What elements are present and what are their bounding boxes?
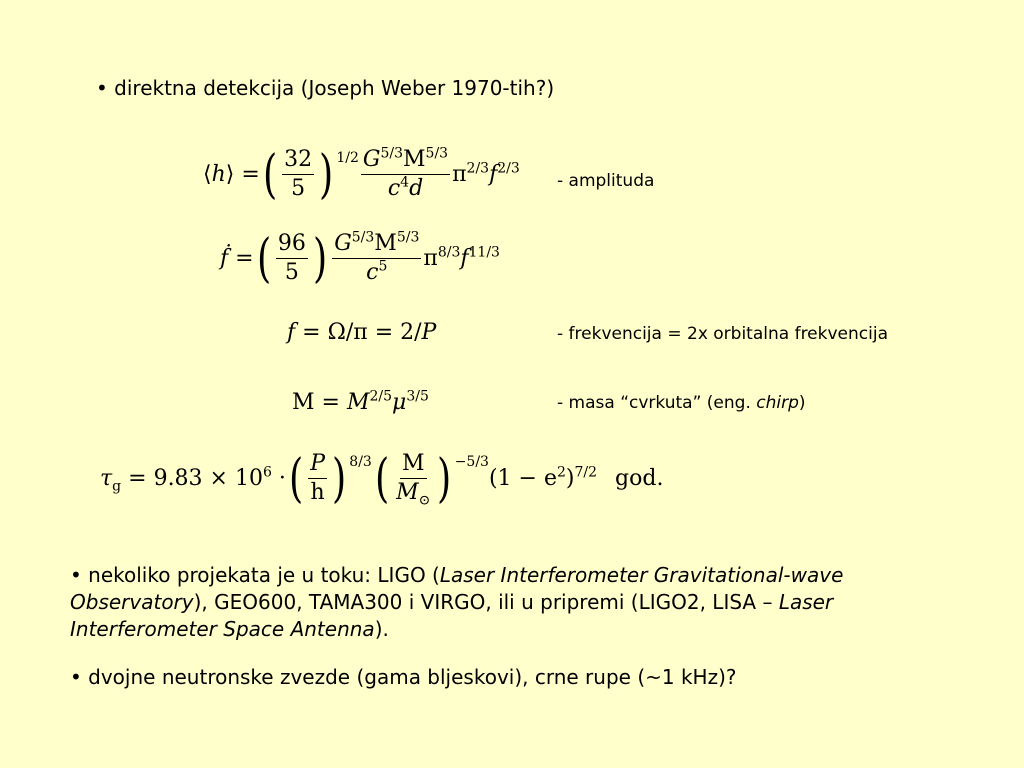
equation-amplitude: ⟨h⟩ = ( $\frac{32}{5}$ ) 1/2 $\frac{G^{5/3}M^{5/3}}{c^4d}$ $\pi^{2/3}f^{2/3}$ [203, 144, 520, 205]
equation-frequency-derivative: ḟ = ( $\frac{96}{5}$ ) $\frac{G^{5/3}M^{5/3}}{c^5}$ $\pi^{8/3}f^{11/3}$ [220, 228, 500, 289]
note-amplitude: - amplituda [557, 171, 655, 191]
equation-chirp-mass: $M = M^{2/5}\mu^{3/5}$ [292, 388, 429, 415]
equation-frequency: f = Ω/π = 2/P [287, 320, 437, 345]
note-chirp-mass: - masa “cvrkuta” (eng. chirp) [557, 393, 806, 413]
note-frequency: - frekvencija = 2x orbitalna frekvencija [557, 324, 888, 344]
bullet-sources: • dvojne neutronske zvezde (gama bljeskovi), crne rupe (~1 kHz)? [70, 665, 737, 689]
bullet-direct-detection: • direktna detekcija (Joseph Weber 1970-tih?) [96, 76, 555, 100]
equation-coalescence-time: $\tau_g = 9.83 \times 10^6$ · ( $\frac{P}{h}$ ) 8/3 ( $\frac{M}{M_⊙}$ ) −5/3 $(1 - e^2)^{7/2}$ god. [100, 448, 664, 509]
bullet-projects: • nekoliko projekata je u toku: LIGO (Laser Interferometer Gravitational-wave Observatory), GEO600, TAMA300 i VIRGO, ili u pripremi (LIGO2, LISA – Laser Interferometer Space Antenna). [70, 563, 844, 641]
